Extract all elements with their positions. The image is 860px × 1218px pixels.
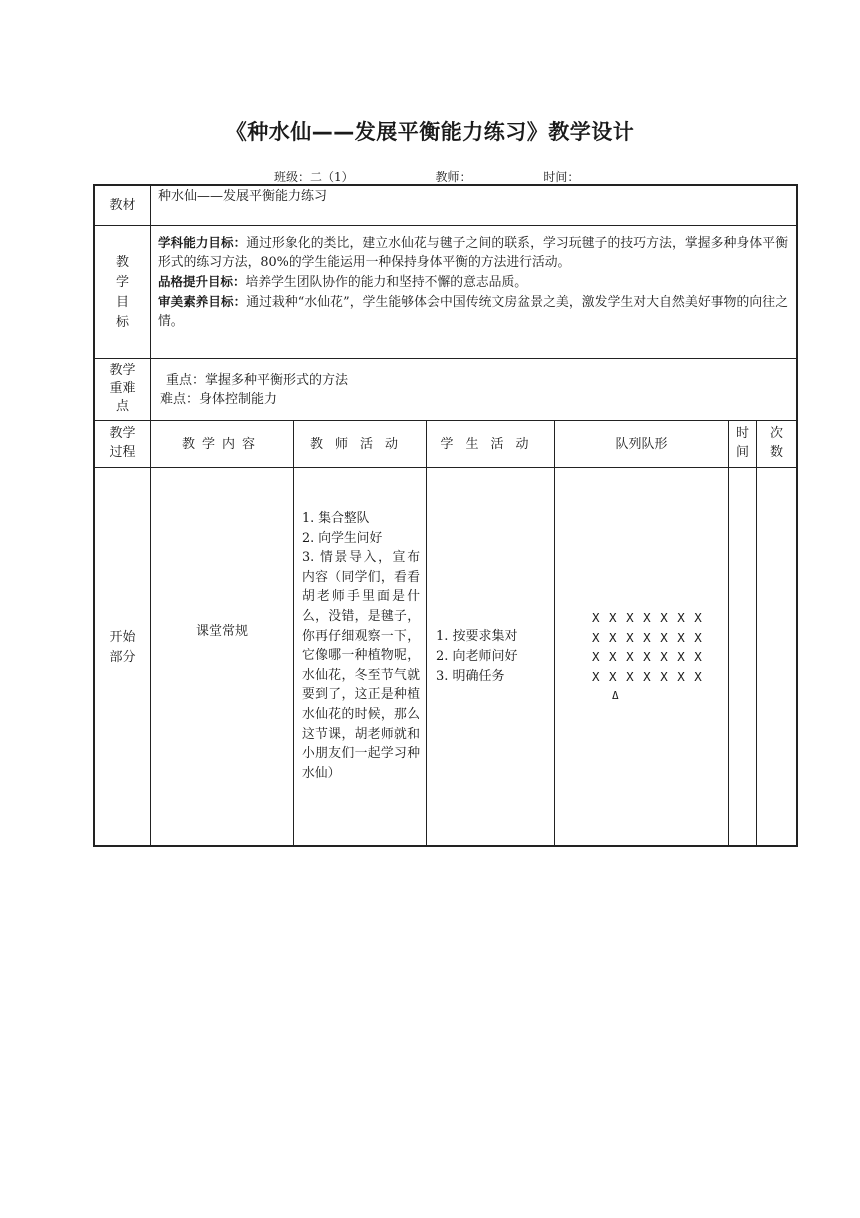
goals-label-char: 教: [115, 255, 129, 270]
student-activity-item: 1. 按要求集对: [436, 629, 518, 644]
keypoints-label-line: 教学: [109, 363, 136, 378]
teacher-activity-item: 2. 向学生问好: [302, 530, 383, 546]
header-teacher-activity: 教师活动: [309, 437, 410, 452]
teacher-activity-item: 1. 集合整队: [302, 511, 370, 526]
col-divider: [756, 420, 757, 847]
material-value: 种水仙——发展平衡能力练习: [158, 189, 328, 204]
header-count: [757, 424, 796, 462]
aesthetic-goal-head: 审美素养目标：: [158, 294, 247, 309]
character-goal-text: 培养学生团队协作的能力和坚持不懈的意志品质。: [245, 275, 528, 290]
header-time-char: 间: [735, 445, 749, 460]
header-time: [729, 424, 756, 462]
key-point: 重点：掌握多种平衡形式的方法: [166, 373, 349, 388]
document-title: 《种水仙——发展平衡能力练习》教学设计: [225, 120, 635, 144]
header-student-activity: 学生活动: [440, 437, 541, 452]
header-count-char: 次: [769, 426, 783, 441]
ability-goal-text: 通过形象化的类比，建立水仙花与毽子之间的联系，学习玩毽子的技巧方法，掌握多种身体平衡形式的练习方法，80%的学生能运用一种保持身体平衡的方法进行活动。: [158, 236, 788, 270]
keypoints-label-line: 重难: [109, 381, 136, 396]
process-header-stage-line: 教学: [109, 426, 136, 441]
process-header-stage-line: 过程: [109, 445, 136, 460]
col-divider: [554, 420, 555, 847]
keypoints-label-line: 点: [115, 399, 129, 414]
goals-body: [158, 233, 788, 331]
goals-label-char: 目: [115, 295, 129, 310]
col-divider: [728, 420, 729, 847]
teacher-activity-item: 3. 情景导入，宣布内容（同学们，看看胡老师手里面是什么，没错，是毽子，你再仔细观察一下，它像哪一种植物呢，水仙花，冬至节气就要到了，这正是种植水仙花的时候，那么这节课，胡老师就和小朋友们一起学习种水仙）: [302, 550, 420, 781]
opening-content: 课堂常规: [195, 624, 248, 639]
opening-stage: [95, 628, 150, 668]
header-time-char: 时: [735, 426, 749, 441]
formation-row: X X X X X X X: [592, 610, 703, 625]
teacher-label: 教师：: [435, 170, 472, 184]
goals-label-char: 标: [115, 315, 129, 330]
formation-diagram: [592, 608, 722, 706]
goals-label: [95, 253, 150, 333]
formation-row: X X X X X X X: [592, 649, 703, 664]
table-border-bottom: [93, 845, 798, 847]
header-formation: 队列队形: [615, 437, 668, 452]
ability-goal-head: 学科能力目标：: [158, 235, 247, 250]
keypoints-label: [95, 362, 150, 416]
row-divider: [93, 420, 798, 421]
teacher-activity-list: [302, 509, 420, 783]
aesthetic-goal-text: 通过栽种“水仙花”，学生能够体会中国传统文房盆景之美，激发学生对大自然美好事物的向往之情。: [158, 295, 788, 329]
table-border-top: [93, 184, 798, 186]
difficult-point: 难点：身体控制能力: [160, 392, 278, 407]
character-goal-head: 品格提升目标：: [158, 274, 246, 289]
process-header-stage: [95, 424, 150, 462]
table-border-right: [796, 184, 798, 847]
row-divider: [93, 225, 798, 226]
row-divider: [93, 358, 798, 359]
opening-stage-line: 部分: [109, 650, 136, 665]
teacher-position-mark: Δ: [612, 689, 620, 702]
goals-label-char: 学: [115, 275, 129, 290]
opening-stage-line: 开始: [109, 630, 136, 645]
formation-row: X X X X X X X: [592, 668, 703, 684]
formation-row: X X X X X X X: [592, 629, 703, 645]
student-activity-item: 3. 明确任务: [436, 669, 505, 684]
col-divider: [426, 420, 427, 847]
student-activity-item: 2. 向老师问好: [436, 649, 518, 664]
col-divider: [150, 184, 151, 847]
time-label: 时间：: [543, 170, 580, 184]
row-divider: [93, 467, 798, 468]
class-label: 班级：二（1）: [274, 170, 354, 184]
material-label: 教材: [109, 198, 136, 213]
header-teaching-content: 教学内容: [181, 437, 262, 452]
header-count-char: 数: [769, 445, 783, 460]
student-activity-list: [436, 627, 551, 687]
col-divider: [293, 420, 294, 847]
